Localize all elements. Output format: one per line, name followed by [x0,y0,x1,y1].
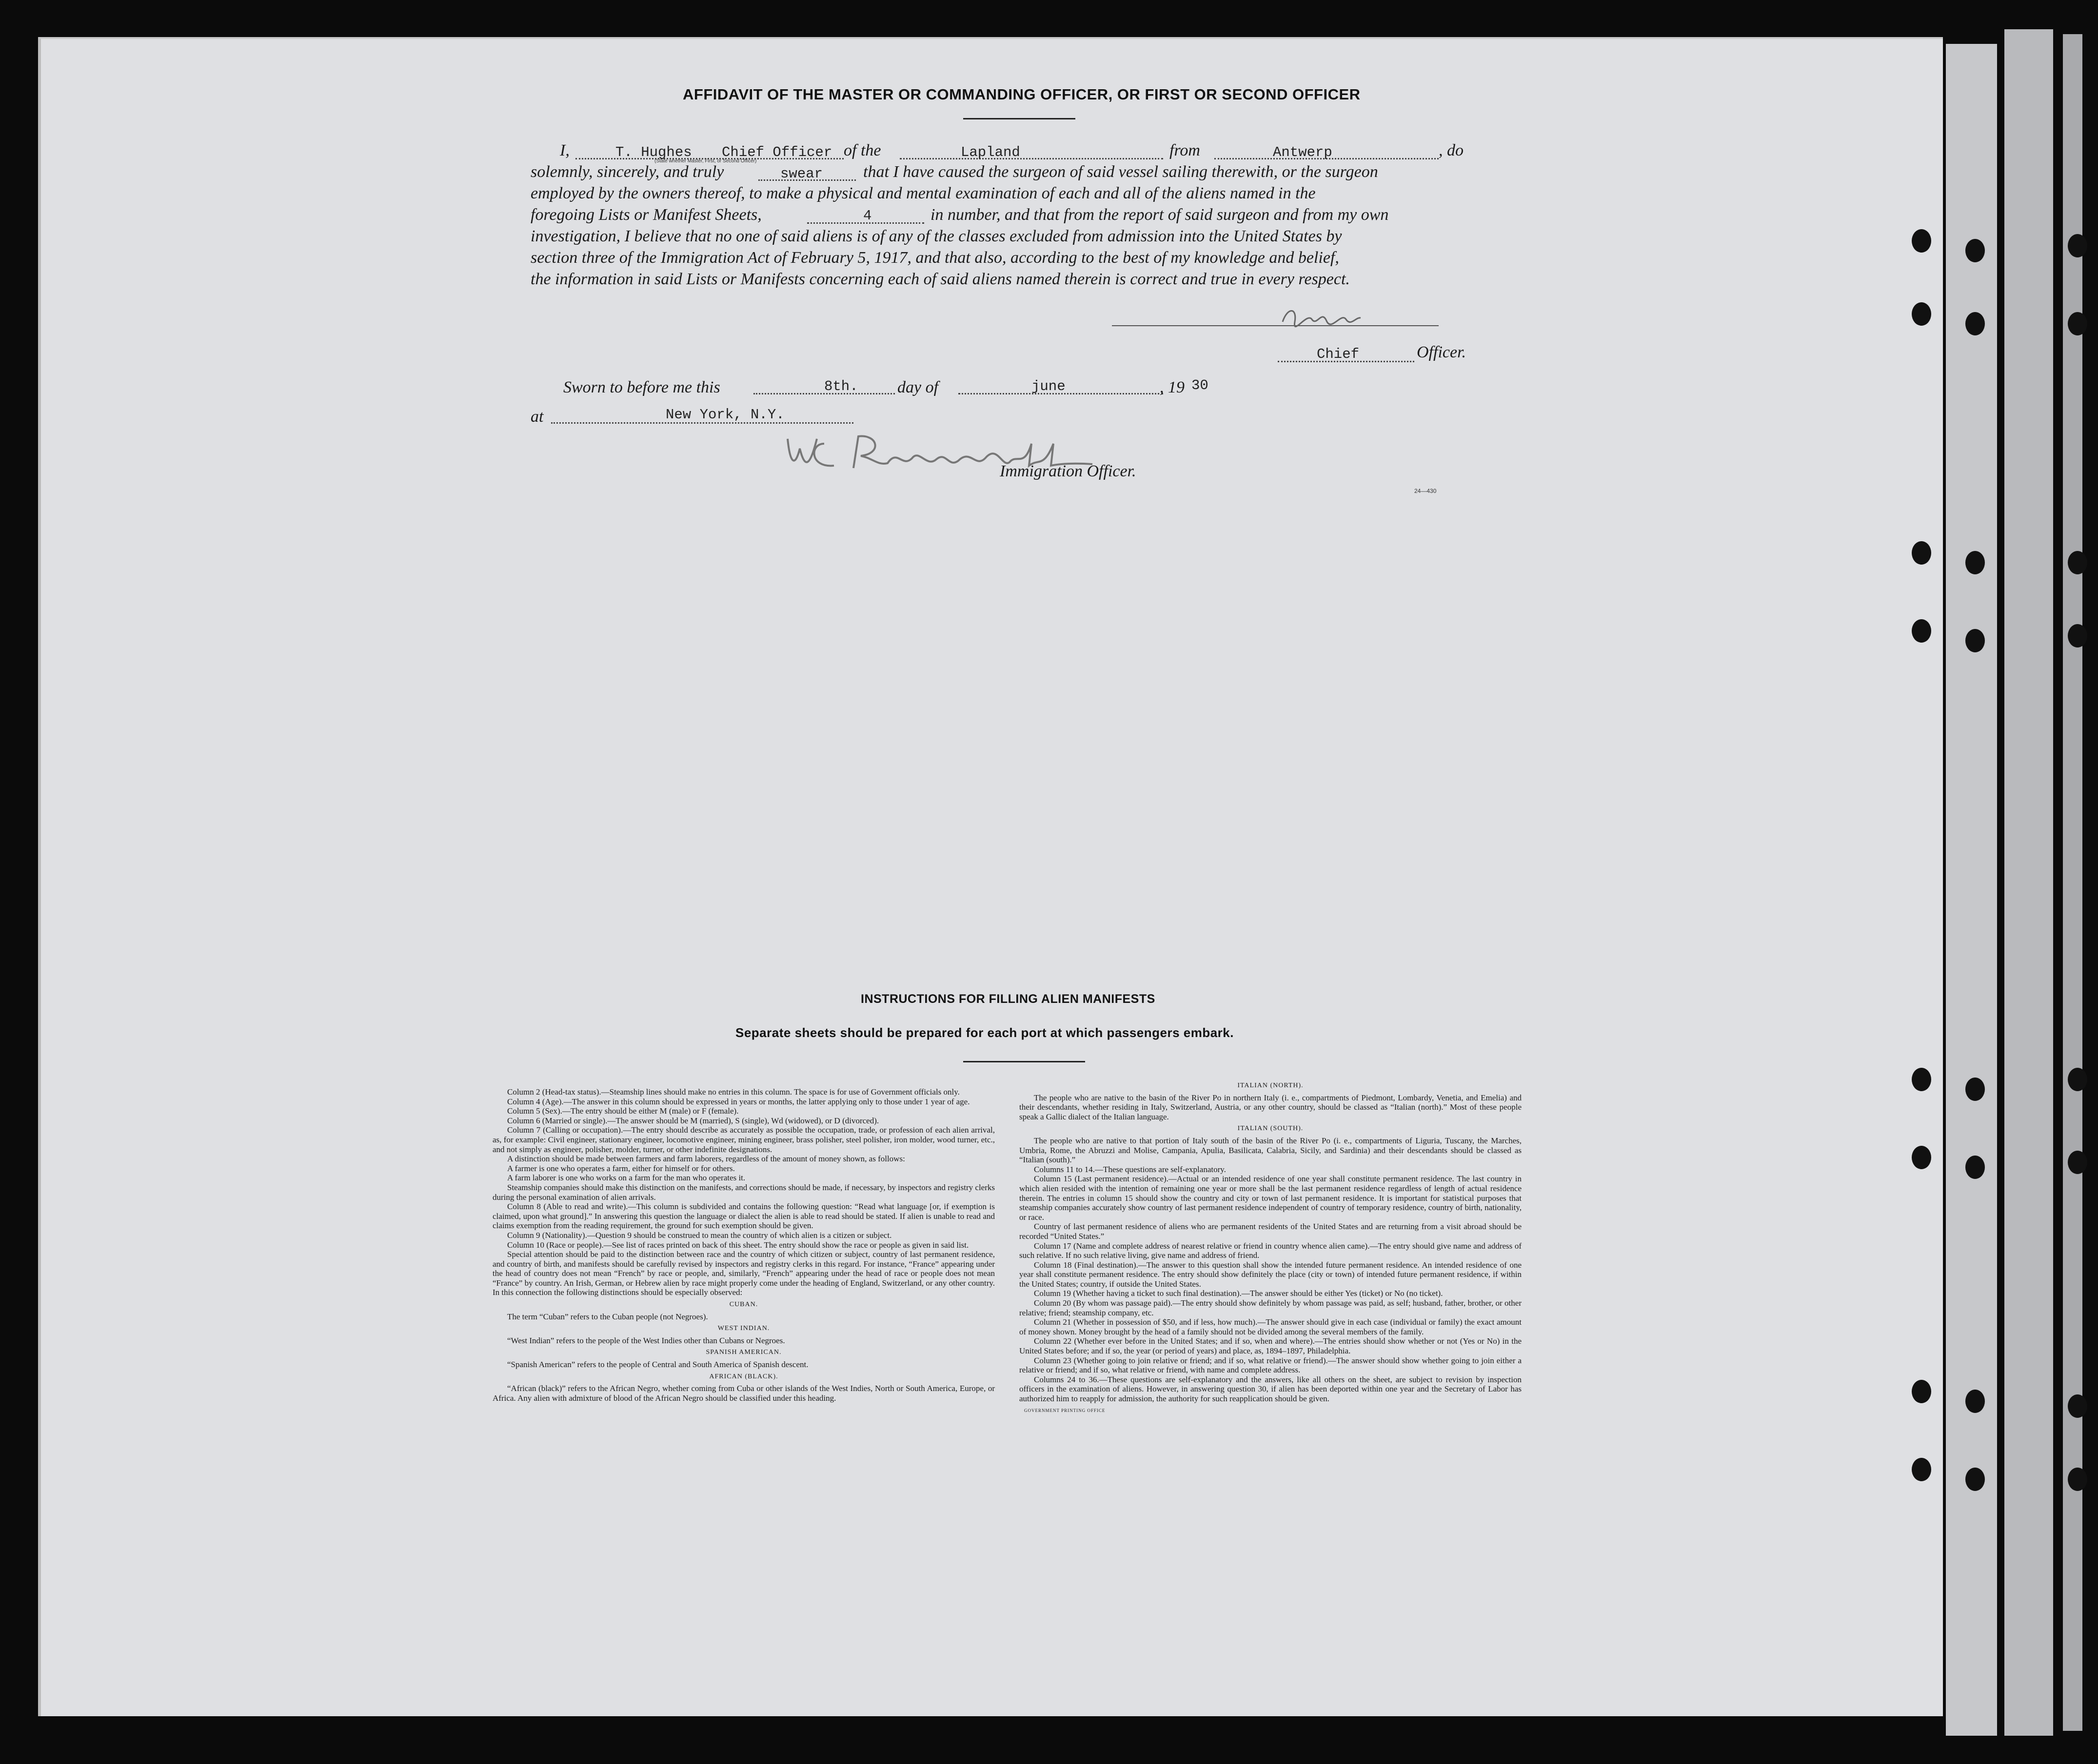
instructions-title: INSTRUCTIONS FOR FILLING ALIEN MANIFESTS [861,992,1155,1006]
italian-north-heading: ITALIAN (NORTH). [1237,1082,1304,1089]
punch-hole [1965,1156,1985,1179]
instruction-paragraph: Column 21 (Whether in possession of $50, and if less, how much).—The answer should give in each case (individual or family) the exact amount of money shown. Money brought by the head of a family should not be divided among the several members of the family. [1019,1317,1522,1336]
instruction-paragraph: Column 7 (Calling or occupation).—The entry should describe as accurately as possible the occupation, trade, or profession of each alien arrival, as, for example: Civil engineer, stationary engineer, locomotive engineer, mining engineer, brass polisher, steel polisher, iron molder, wood turner, etc., and not simply as engineer, polisher, molder, turner, or other indefinite designations. [493,1125,995,1154]
instruction-paragraph: Special attention should be paid to the distinction between race and the country of which citizen or subject, country of last permanent residence, and country of birth, and manifests should be carefully revised by inspectors and registry clerks in this regard. For instance, “France” appearing under the head of country does not mean “French” by race or people, and, similarly, “French” appearing under the head of race or people does not mean “France” by country. An Irish, German, or Hebrew alien by race might properly come under the heading of England, Switzerland, or any other country. In this connection the following distinctions should be especially observed: [493,1250,995,1297]
sig-rank: Chief [1317,346,1360,362]
instructions-right-column [1019,1078,1522,1418]
sworn-text: Sworn to before me this [563,378,720,396]
instructions-subtitle: Separate sheets should be prepared for each port at which passengers embark. [735,1025,1234,1040]
day-of: day of [897,378,939,396]
punch-hole [2068,1468,2087,1491]
cuban-text: The term “Cuban” refers to the Cuban people (not Negroes). [507,1312,708,1321]
instruction-paragraph: Column 5 (Sex).—The entry should be either M (male) or F (female). [507,1106,739,1116]
instruction-paragraph: Column 20 (By whom was passage paid).—The entry should show definitely by whom passage was paid, as self; husband, father, brother, or other relative; friend; steamship company, etc. [1019,1298,1522,1317]
punch-hole [1912,1068,1931,1091]
title-rule [963,118,1075,119]
affidavit-body-3-pre: foregoing Lists or Manifest Sheets, [531,206,762,224]
punch-hole [2068,234,2087,257]
punch-hole [1965,629,1985,652]
instruction-paragraph: Column 8 (Able to read and write).—This column is subdivided and contains the following question: “Read what language [or, if exemption is claimed, upon what ground].” In answering this question the language or dialect the alien is able to read should be stated. If alien is unable to read and claims exemption from the reading requirement, the ground for such exemption should be given. [493,1202,995,1231]
sheet-count: 4 [863,208,872,224]
solemnly-text: solemnly, sincerely, and truly [531,163,724,181]
affidavit-body-1: that I have caused the surgeon of said vessel sailing therewith, or the surgeon [863,163,1378,181]
affidavit-title: AFFIDAVIT OF THE MASTER OR COMMANDING OFFICER, OR FIRST OR SECOND OFFICER [683,86,1361,103]
west-indian-heading: WEST INDIAN. [717,1325,770,1333]
back-page-edge-2 [2004,29,2053,1736]
instruction-paragraph: Column 9 (Nationality).—Question 9 should be construed to mean the country of which alien is a citizen or subject. [507,1230,892,1240]
punch-hole [2068,1068,2087,1091]
punch-hole [2068,312,2087,335]
instruction-paragraph: Columns 24 to 36.—These questions are self-explanatory and the answers, like all others on the sheet, are subject to revision by inspection officers in the examination of aliens. However, in answering question 30, if alien has been deported within one year and the Secretary of Labor has authorized him to reapply for admission, the authority for such reapplication should be given. [1019,1374,1522,1403]
oath-word: swear [780,166,823,182]
punch-hole [1912,619,1931,643]
punch-hole [1965,239,1985,262]
instruction-paragraph: Column 19 (Whether having a ticket to such final destination).—The answer should be either Yes (ticket) or No (no ticket). [1034,1289,1443,1298]
sworn-month: june [1031,378,1066,394]
intro-i: I, [560,141,570,159]
punch-hole [1912,1146,1931,1169]
instruction-paragraph: A distinction should be made between farmers and farm laborers, regardless of the amount of money shown, as follows: [507,1154,905,1164]
instructions-left-column [493,1087,995,1403]
punch-hole [1912,229,1931,253]
instruction-paragraph: Column 23 (Whether going to join relative or friend; and if so, what relative or friend).—The answer should show whether going to join either a relative or friend; and if so, what relative or friend, with name and complete address. [1019,1355,1522,1375]
spanish-american-text: “Spanish American” refers to the people of Central and South America of Spanish descent. [507,1360,809,1370]
instruction-paragraph: Columns 11 to 14.—These questions are self-explanatory. [1034,1164,1226,1174]
instruction-paragraph: A farmer is one who operates a farm, either for himself or for others. [507,1163,735,1173]
printer-note: GOVERNMENT PRINTING OFFICE [1024,1408,1106,1413]
punch-hole [1965,1468,1985,1491]
african-text: “African (black)” refers to the African Negro, whether coming from Cuba or other islands of the West Indies, North or South America, Europe, or Africa. Any alien with admixture of blood of the African Negro should be classified under this heading. [493,1384,995,1403]
sworn-day: 8th. [824,378,858,394]
punch-hole [1912,302,1931,326]
at-label: at [531,408,544,426]
of-the: of the [844,141,881,159]
instruction-paragraph: Country of last permanent residence of aliens who are permanent residents of the United States and are returning from a visit abroad should be recorded “United States.” [1019,1222,1522,1241]
affidavit-body-5: section three of the Immigration Act of February 5, 1917, and that also, according to the best of my knowledge and belief, [531,249,1339,267]
italian-north-text: The people who are native to the basin of the River Po in northern Italy (i. e., compartments of Piedmont, Lombardy, Venetia, and Emelia) and their descendants, whether residing in Italy, Switzerland, Austria, or any other country, should be classed as “Italian (north).” Most of these people speak a Gallic dialect of the Italian language. [1019,1093,1522,1121]
punch-hole [1965,312,1985,335]
affidavit-body-2: employed by the owners thereof, to make a physical and mental examination of each and all of the aliens named in the [531,184,1316,202]
italian-south-heading: ITALIAN (SOUTH). [1237,1125,1304,1133]
punch-hole [2068,551,2087,574]
officer-name: T. Hughes [615,144,692,160]
instruction-paragraph: A farm laborer is one who works on a farm for the man who operates it. [507,1173,746,1183]
signature-line [1112,325,1439,326]
from-label: from [1169,141,1200,159]
year-prefix: , 19 [1160,378,1185,396]
instruction-paragraph: Column 18 (Final destination).—The answer to this question shall show the intended future permanent residence. An intended residence of one year shall constitute permanent residence. The entry should show definitely the place (city or town) of intended future permanent residence, if within the United States; country, if outside the United States. [1019,1260,1522,1289]
cuban-heading: CUBAN. [729,1301,758,1309]
sworn-place: New York, N.Y. [666,407,785,423]
instruction-paragraph: Column 22 (Whether ever before in the United States; and if so, when and where).—The entries should show whether or not (Yes or No) in the United States before; and if so, the year (or period of years) and place, as, 1894–1897, Philadelphia. [1019,1336,1522,1356]
punch-hole [1965,1078,1985,1101]
punch-hole [2068,1151,2087,1174]
instruction-paragraph: Column 15 (Last permanent residence).—Actual or an intended residence of one year shall constitute permanent residence. The last country in which alien resided with the intention of remaining one year or more shall be the last permanent residence regardless of length of actual residence therein. The entries in column 15 should show the country and city or town of last permanent residence. It is important for statistical purposes that steamship companies accurately show country of last permanent residence independent of country of temporary residence, country of birth, nationality, or race. [1019,1174,1522,1222]
punch-hole [1912,541,1931,565]
instruction-paragraph: Column 17 (Name and complete address of nearest relative or friend in country whence alien came).—The entry should give name and address of such relative. If no such relative living, give name and address of friend. [1019,1241,1522,1260]
officer-note: (State whether Master, First, or Second Officer) [654,158,757,164]
do-label: , do [1439,141,1464,159]
instruction-paragraph: Column 6 (Married or single).—The answer should be M (married), S (single), Wd (widowed), or D (divorced). [507,1116,879,1125]
punch-hole [2068,1394,2087,1418]
west-indian-text: “West Indian” refers to the people of the West Indies other than Cubans or Negroes. [507,1335,785,1345]
punch-hole [1912,1380,1931,1403]
port-name: Antwerp [1273,144,1332,160]
manifest-back-page [38,37,1943,1716]
year-suffix: 30 [1191,377,1208,393]
african-heading: AFRICAN (BLACK). [709,1372,778,1380]
affidavit-body-3-post: in number, and that from the report of said surgeon and from my own [930,206,1389,224]
ship-name: Lapland [961,144,1020,160]
instruction-paragraph: Column 4 (Age).—The answer in this column should be expressed in years or months, the latter applying only to those under 1 year of age. [507,1097,970,1106]
instruction-paragraph: Steamship companies should make this distinction on the manifests, and corrections should be made, if necessary, by inspectors and registry clerks during the personal examination of alien arrivals. [493,1182,995,1202]
punch-hole [2068,624,2087,647]
officer-rank: Chief Officer [722,144,832,160]
punch-hole [1965,1390,1985,1413]
spanish-american-heading: SPANISH AMERICAN. [706,1349,782,1356]
instructions-rule [963,1061,1085,1062]
officer-signature [1278,302,1366,332]
instruction-paragraph: Column 10 (Race or people).—See list of races printed on back of this sheet. The entry should show the race or people as given in said list. [507,1240,969,1250]
form-code: 24—430 [1414,488,1437,494]
punch-hole [1965,551,1985,574]
instruction-paragraph: The people who are native to that portion of Italy south of the basin of the River Po (i. e., compartments of Liguria, Tuscany, the Marches, Umbria, Rome, the Abruzzi and Molise, Campania, Apulia, Basilicata, Calabria, Sicily, and Sardinia) and their descendants should be classed as “Italian (south).” [1019,1136,1522,1165]
punch-hole [1912,1458,1931,1481]
affidavit-body-6: the information in said Lists or Manifests concerning each of said aliens named therein is correct and true in every respect. [531,270,1350,288]
instruction-paragraph: Column 2 (Head-tax status).—Steamship lines should make no entries in this column. The space is for use of Government officials only. [507,1087,960,1097]
immigration-officer-label: Immigration Officer. [1000,462,1136,480]
affidavit-body-4: investigation, I believe that no one of said aliens is of any of the classes excluded from admission into the United States by [531,227,1342,245]
sig-officer: Officer. [1417,343,1466,361]
ship-dots [900,158,1163,159]
